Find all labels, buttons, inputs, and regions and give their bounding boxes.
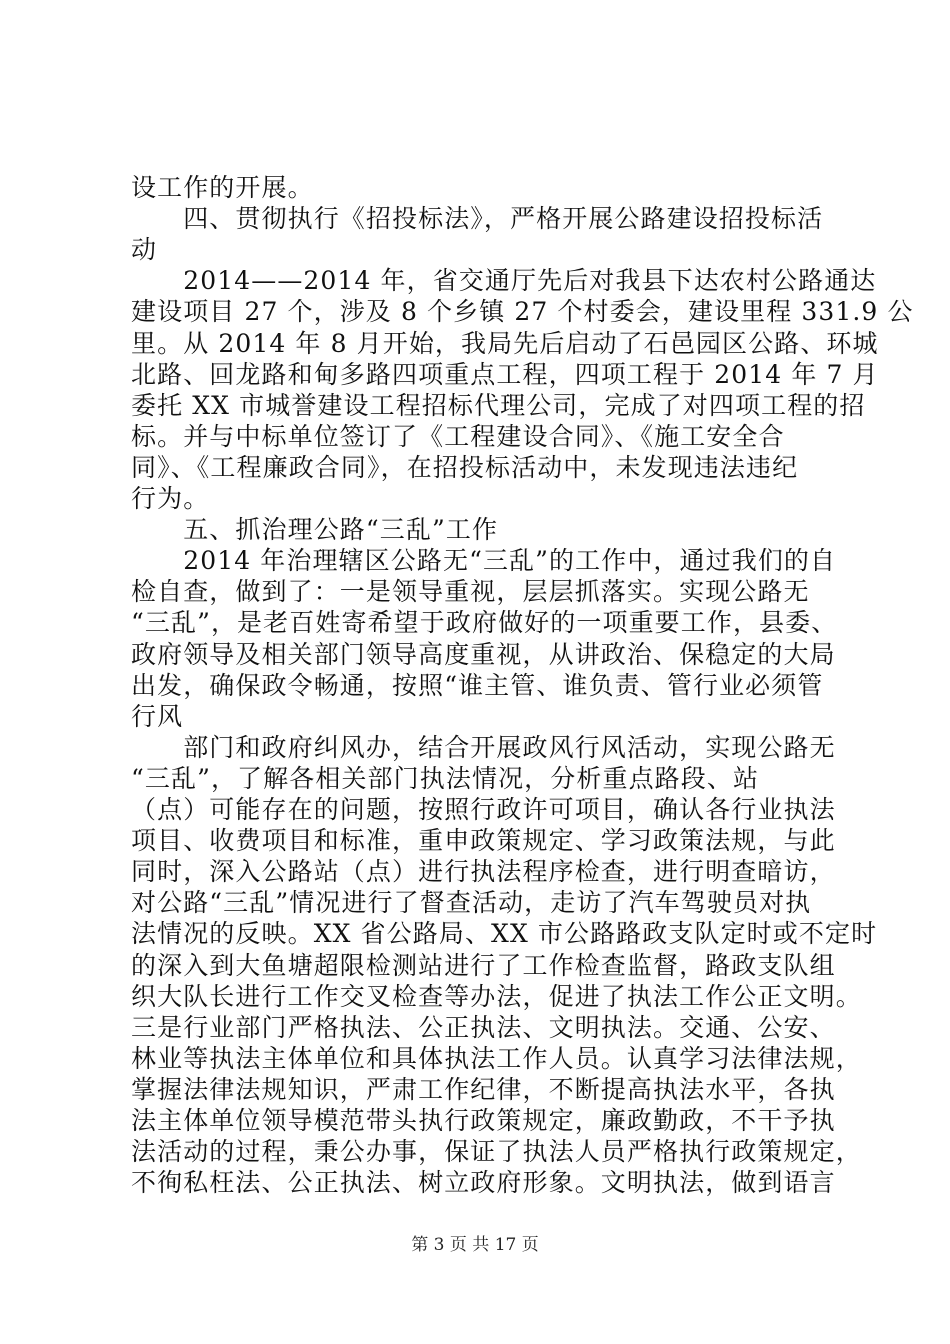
- text-line: 行为。: [131, 484, 210, 513]
- text-line: “三乱”，了解各相关部门执法情况，分析重点路段、站: [131, 764, 760, 793]
- text-line: 同时，深入公路站（点）进行执法程序检查，进行明查暗访，: [131, 857, 836, 886]
- text-line: 北路、回龙路和甸多路四项重点工程，四项工程于 2014 年 7 月: [131, 360, 879, 389]
- text-line: 出发，确保政令畅通，按照“谁主管、谁负责、管行业必须管: [131, 671, 824, 700]
- text-line: 掌握法律法规知识，严肃工作纪律，不断提高执法水平，各执: [131, 1075, 836, 1104]
- text-line: 法主体单位领导模范带头执行政策规定，廉政勤政，不干予执: [131, 1106, 836, 1135]
- text-line: 里。从 2014 年 8 月开始，我局先后启动了石邑园区公路、环城: [131, 329, 879, 358]
- text-line: 标。并与中标单位签订了《工程建设合同》、《施工安全合: [131, 422, 785, 451]
- text-line: 委托 XX 市城誉建设工程招标代理公司，完成了对四项工程的招: [131, 391, 866, 420]
- text-line: 设工作的开展。: [131, 173, 314, 202]
- text-line: 2014——2014 年，省交通厅先后对我县下达农村公路通达: [131, 266, 877, 295]
- text-line: 的深入到大鱼塘超限检测站进行了工作检查监督，路政支队组: [131, 951, 836, 980]
- page-footer: 第 3 页 共 17 页: [411, 1235, 539, 1255]
- text-line: 法活动的过程，秉公办事，保证了执法人员严格执行政策规定，: [131, 1137, 862, 1166]
- text-line: 2014 年治理辖区公路无“三乱”的工作中，通过我们的自: [131, 546, 837, 575]
- text-line: 行风: [131, 702, 184, 731]
- text-line: “三乱”，是老百姓寄希望于政府做好的一项重要工作，县委、: [131, 608, 838, 637]
- text-line: 政府领导及相关部门领导高度重视，从讲政治、保稳定的大局: [131, 640, 836, 669]
- text-line: 同》、《工程廉政合同》，在招投标活动中，未发现违法违纪: [131, 453, 799, 482]
- text-line: （点）可能存在的问题，按照行政许可项目，确认各行业执法: [131, 795, 836, 824]
- section-heading: 四、贯彻执行《招投标法》，严格开展公路建设招投标活: [131, 204, 824, 233]
- text-line: 动: [131, 235, 158, 264]
- text-line: 对公路“三乱”情况进行了督查活动，走访了汽车驾驶员对执: [131, 888, 812, 917]
- text-line: 部门和政府纠风办，结合开展政风行风活动，实现公路无: [131, 733, 836, 762]
- text-line: 建设项目 27 个，涉及 8 个乡镇 27 个村委会，建设里程 331.9 公: [131, 297, 914, 326]
- text-line: 林业等执法主体单位和具体执法工作人员。认真学习法律法规，: [131, 1044, 862, 1073]
- text-line: 检自查，做到了：一是领导重视，层层抓落实。实现公路无: [131, 577, 810, 606]
- text-line: 项目、收费项目和标准，重申政策规定、学习政策法规，与此: [131, 826, 836, 855]
- text-line: 三是行业部门严格执法、公正执法、文明执法。交通、公安、: [131, 1013, 836, 1042]
- text-line: 法情况的反映。XX 省公路局、XX 市公路路政支队定时或不定时: [131, 919, 878, 948]
- text-line: 不徇私枉法、公正执法、树立政府形象。文明执法，做到语言: [131, 1168, 836, 1197]
- text-line: 织大队长进行工作交叉检查等办法，促进了执法工作公正文明。: [131, 982, 862, 1011]
- section-heading: 五、抓治理公路“三乱”工作: [131, 515, 499, 544]
